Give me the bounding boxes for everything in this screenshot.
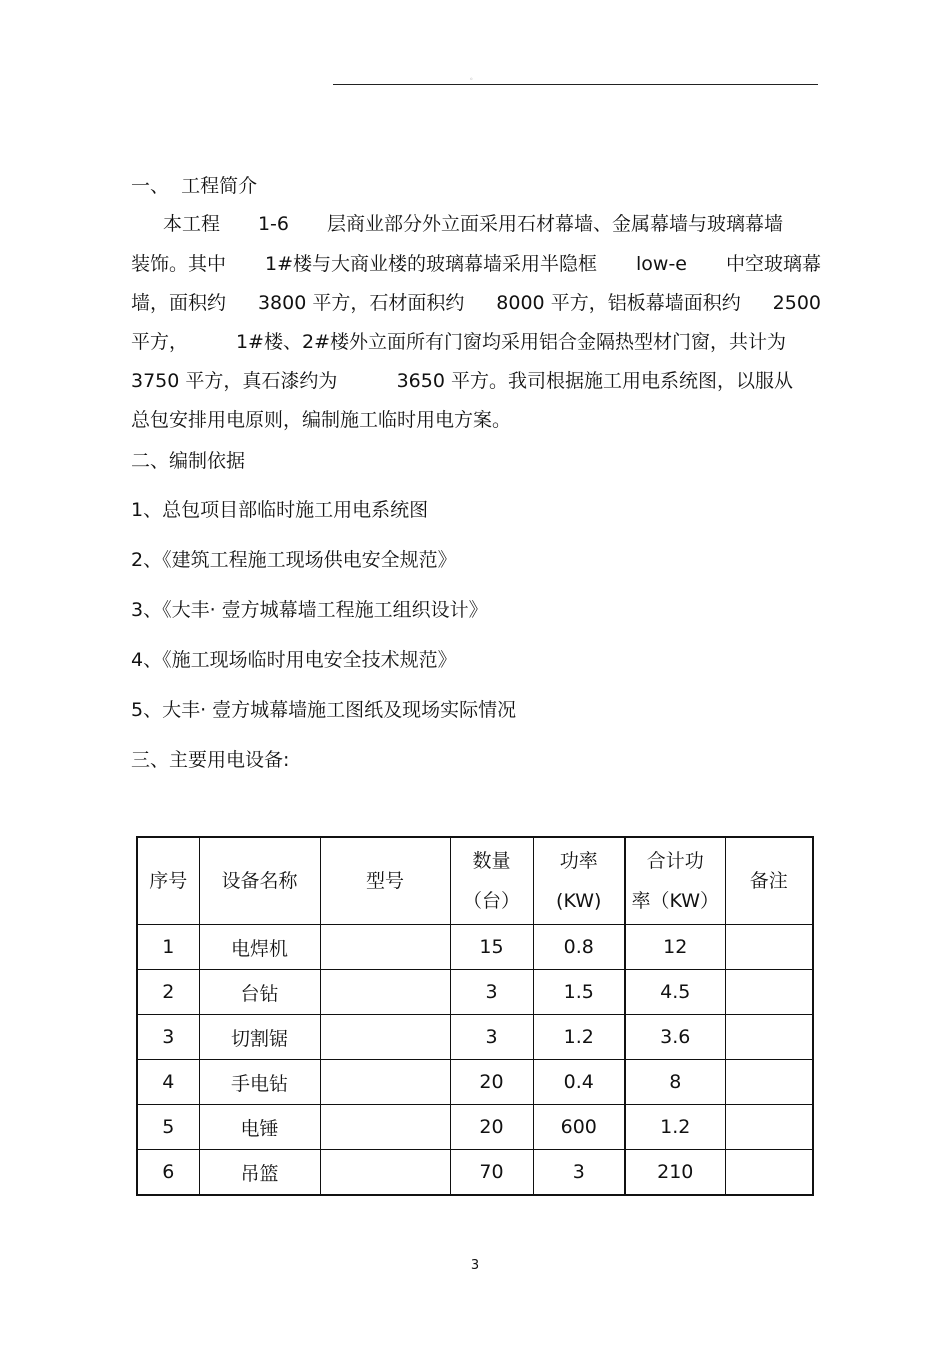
cell-model: [320, 1015, 450, 1060]
overview-line-4: [131, 330, 786, 354]
overview-text: 中空玻璃幕: [725, 253, 821, 275]
table-row: [137, 970, 813, 1015]
overview-line-1: [163, 212, 783, 236]
cell-name: 电锤: [199, 1105, 320, 1150]
overview-text: low-e: [636, 253, 687, 275]
basis-item: 2、《建筑工程施工现场供电安全规范》: [131, 549, 457, 571]
overview-text: 装饰。其中: [131, 253, 227, 275]
cell-name: 吊篮: [199, 1150, 320, 1196]
cell-remark: [725, 970, 813, 1015]
overview-text: 1#楼、2#楼外立面所有门窗均采用铝合金隔热型材门窗，共计为: [235, 331, 786, 353]
overview-text: 层商业部分外立面采用石材幕墙、金属幕墙与玻璃幕墙: [326, 213, 783, 235]
cell-model: [320, 1105, 450, 1150]
cell-power: 0.8: [533, 925, 625, 970]
cell-name: 台钻: [199, 970, 320, 1015]
header-total-line2: 率（KW）: [631, 890, 720, 912]
header-index: 序号: [137, 837, 199, 925]
cell-total: 8: [625, 1060, 725, 1105]
cell-name: 手电钻: [199, 1060, 320, 1105]
cell-index: 4: [137, 1060, 199, 1105]
table-header-row: [137, 837, 813, 925]
cell-name: 电焊机: [199, 925, 320, 970]
header-power-line1: 功率: [559, 850, 598, 872]
cell-power: 1.5: [533, 970, 625, 1015]
header-total-power: [625, 837, 725, 925]
header-mark: 。: [470, 73, 477, 81]
cell-index: 5: [137, 1105, 199, 1150]
basis-item: 4、《施工现场临时用电安全技术规范》: [131, 649, 457, 671]
header-rule: [333, 84, 818, 85]
cell-total: 4.5: [625, 970, 725, 1015]
cell-power: 1.2: [533, 1015, 625, 1060]
cell-model: [320, 1060, 450, 1105]
basis-item: 1、总包项目部临时施工用电系统图: [131, 499, 429, 521]
cell-model: [320, 1150, 450, 1196]
cell-remark: [725, 1015, 813, 1060]
overview-text: 3800 平方，石材面积约: [257, 292, 465, 314]
overview-text: 1-6: [257, 213, 290, 235]
table-row: [137, 1060, 813, 1105]
header-power-line2: (KW): [556, 890, 602, 912]
header-remark: 备注: [725, 837, 813, 925]
section-heading-overview: 一、 工程简介: [131, 175, 258, 197]
header-quantity-line2: （台）: [462, 890, 520, 912]
overview-text: 墙，面积约: [131, 292, 227, 314]
cell-total: 210: [625, 1150, 725, 1196]
cell-remark: [725, 1060, 813, 1105]
overview-text: 3650 平方。我司根据施工用电系统图，以服从: [396, 370, 793, 392]
table-row: [137, 1105, 813, 1150]
table-row: [137, 1015, 813, 1060]
cell-model: [320, 925, 450, 970]
cell-total: 3.6: [625, 1015, 725, 1060]
overview-line-2: [131, 252, 821, 276]
cell-index: 2: [137, 970, 199, 1015]
cell-power: 3: [533, 1150, 625, 1196]
overview-line-3: [131, 291, 821, 315]
cell-total: 1.2: [625, 1105, 725, 1150]
cell-quantity: 15: [450, 925, 533, 970]
cell-quantity: 3: [450, 1015, 533, 1060]
basis-item: 5、大丰· 壹方城幕墙施工图纸及现场实际情况: [131, 699, 517, 721]
cell-model: [320, 970, 450, 1015]
equipment-table: [136, 836, 814, 1196]
header-power: [533, 837, 625, 925]
cell-power: 600: [533, 1105, 625, 1150]
cell-quantity: 20: [450, 1060, 533, 1105]
header-quantity: [450, 837, 533, 925]
header-quantity-line1: 数量: [472, 850, 511, 872]
cell-quantity: 3: [450, 970, 533, 1015]
page-number: 3: [470, 1258, 480, 1273]
cell-index: 1: [137, 925, 199, 970]
overview-text: 本工程: [163, 213, 221, 235]
cell-remark: [725, 1105, 813, 1150]
cell-power: 0.4: [533, 1060, 625, 1105]
basis-item: 3、《大丰· 壹方城幕墙工程施工组织设计》: [131, 599, 488, 621]
table-row: [137, 1150, 813, 1196]
header-name: 设备名称: [199, 837, 320, 925]
cell-index: 3: [137, 1015, 199, 1060]
cell-quantity: 70: [450, 1150, 533, 1196]
section-heading-basis: 二、编制依据: [131, 450, 246, 472]
overview-text: 平方，: [131, 331, 189, 353]
header-model: 型号: [320, 837, 450, 925]
overview-line-6: 总包安排用电原则，编制施工临时用电方案。: [131, 409, 512, 431]
table-row: [137, 925, 813, 970]
overview-text: 2500: [772, 292, 821, 314]
overview-text: 1#楼与大商业楼的玻璃幕墙采用半隐框: [265, 253, 598, 275]
overview-line-5: [131, 369, 793, 393]
cell-remark: [725, 1150, 813, 1196]
cell-name: 切割锯: [199, 1015, 320, 1060]
cell-quantity: 20: [450, 1105, 533, 1150]
section-heading-equipment: 三、主要用电设备:: [131, 749, 290, 771]
cell-remark: [725, 925, 813, 970]
header-total-line1: 合计功: [646, 850, 704, 872]
overview-text: 3750 平方，真石漆约为: [131, 370, 338, 392]
overview-text: 8000 平方，铝板幕墙面积约: [496, 292, 741, 314]
cell-total: 12: [625, 925, 725, 970]
cell-index: 6: [137, 1150, 199, 1196]
